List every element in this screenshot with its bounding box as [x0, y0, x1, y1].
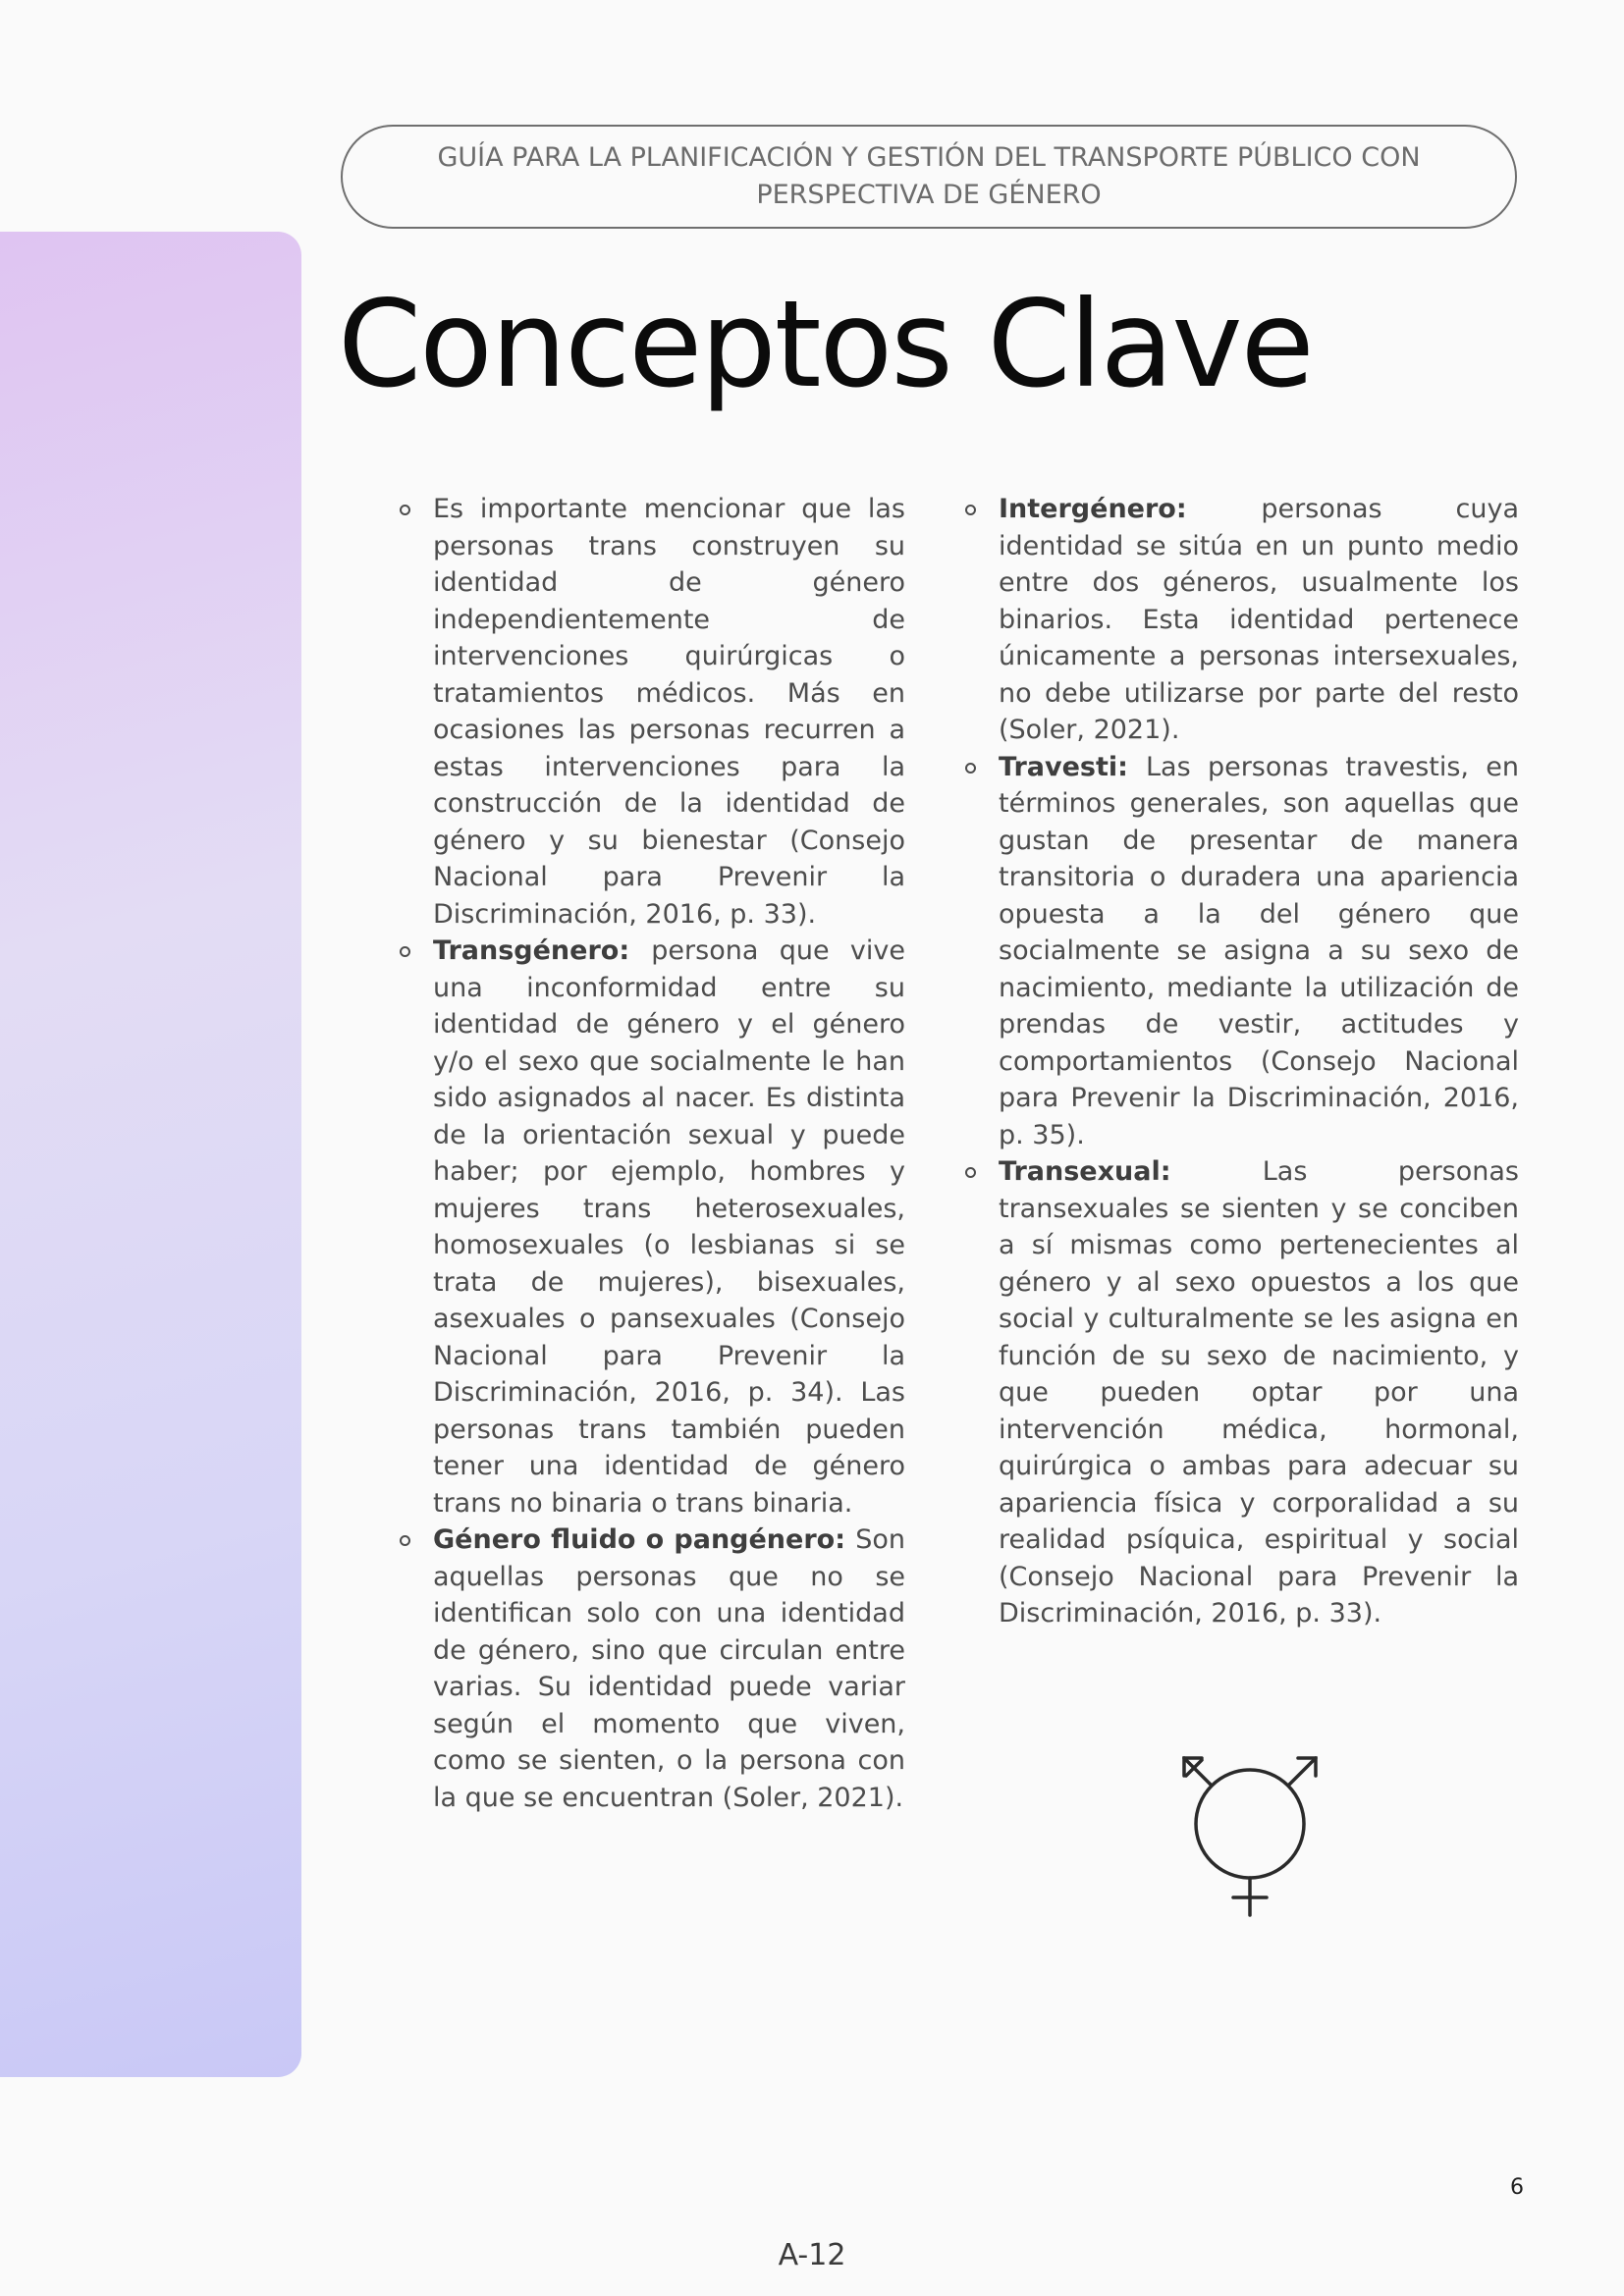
term-definition: Las personas travestis, en términos generales, son aquellas que gustan de presentar de manera transitoria o duradera una apariencia opuesta a la del género que socialmente se asigna a su sexo de nacimiento, mediante la utilización de prendas de vestir, actitudes y comportamientos (Consejo Nacional para Prevenir la Discriminación, 2016, p. 35).: [999, 751, 1519, 1150]
page-number: 6: [1510, 2175, 1524, 2200]
list-item: [963, 1153, 1519, 1632]
term-label: Transexual:: [999, 1156, 1263, 1187]
document-header: [341, 125, 1517, 229]
footer-page-code: A-12: [778, 2238, 846, 2272]
term-label: Género fluido o pangénero:: [433, 1524, 856, 1555]
circle-bullet-icon: [965, 1167, 976, 1178]
decorative-gradient-panel: [0, 232, 301, 2077]
term-label: Travesti:: [999, 751, 1147, 782]
left-column-list: [398, 491, 905, 1816]
page-title: Conceptos Clave: [338, 275, 1313, 414]
circle-bullet-icon: [400, 1535, 410, 1546]
right-column-list: [963, 491, 1519, 1632]
circle-bullet-icon: [400, 946, 410, 957]
term-definition: Las personas transexuales se sienten y se conciben a sí mismas como pertenecientes al género y al sexo opuestos a los que social y culturalmente se les asigna en función de su sexo de nacimiento, y que pueden optar por una intervención médica, hormonal, quirúrgica o ambas para adecuar su apariencia física y corporalidad a su realidad psíquica, espiritual y social (Consejo Nacional para Prevenir la Discriminación, 2016, p. 33).: [999, 1156, 1519, 1629]
list-item: [963, 491, 1519, 749]
term-label: Intergénero:: [999, 494, 1262, 524]
term-definition: Son aquellas personas que no se identifican solo con una identidad de género, sino que circulan entre varias. Su identidad puede variar según el momento que viven, como se sienten, o la persona con la que se encuentran (Soler, 2021).: [433, 1524, 905, 1813]
circle-bullet-icon: [965, 763, 976, 774]
transgender-symbol-icon: [1176, 1750, 1324, 1917]
circle-bullet-icon: [400, 505, 410, 515]
list-item: [398, 491, 905, 933]
list-item: [398, 933, 905, 1522]
term-label: Transgénero:: [433, 935, 652, 966]
term-definition: Es importante mencionar que las personas trans construyen su identidad de género independientemente de intervenciones quirúrgicas o tratamientos médicos. Más en ocasiones las personas recurren a estas intervenciones para la construcción de la identidad de género y su bienestar (Consejo Nacional para Prevenir la Discriminación, 2016, p. 33).: [433, 494, 905, 930]
term-definition: persona que vive una inconformidad entre su identidad de género y el género y/o el sexo que socialmente le han sido asignados al nacer. Es distinta de la orientación sexual y puede haber; por ejemplo, hombres y mujeres trans heterosexuales, homosexuales (o lesbianas si se trata de mujeres), bisexuales, asexuales o pansexuales (Consejo Nacional para Prevenir la Discriminación, 2016, p. 34). Las personas trans también pueden tener una identidad de género trans no binaria o trans binaria.: [433, 935, 905, 1519]
list-item: [963, 749, 1519, 1154]
term-definition: personas cuya identidad se sitúa en un punto medio entre dos géneros, usualmente los binarios. Esta identidad pertenece únicamente a personas intersexuales, no debe utilizarse por parte del resto (Soler, 2021).: [999, 494, 1519, 745]
document-header-title: GUÍA PARA LA PLANIFICACIÓN Y GESTIÓN DEL TRANSPORTE PÚBLICO CON PERSPECTIVA DE GÉNERO: [437, 142, 1421, 210]
circle-bullet-icon: [965, 505, 976, 515]
list-item: [398, 1522, 905, 1816]
